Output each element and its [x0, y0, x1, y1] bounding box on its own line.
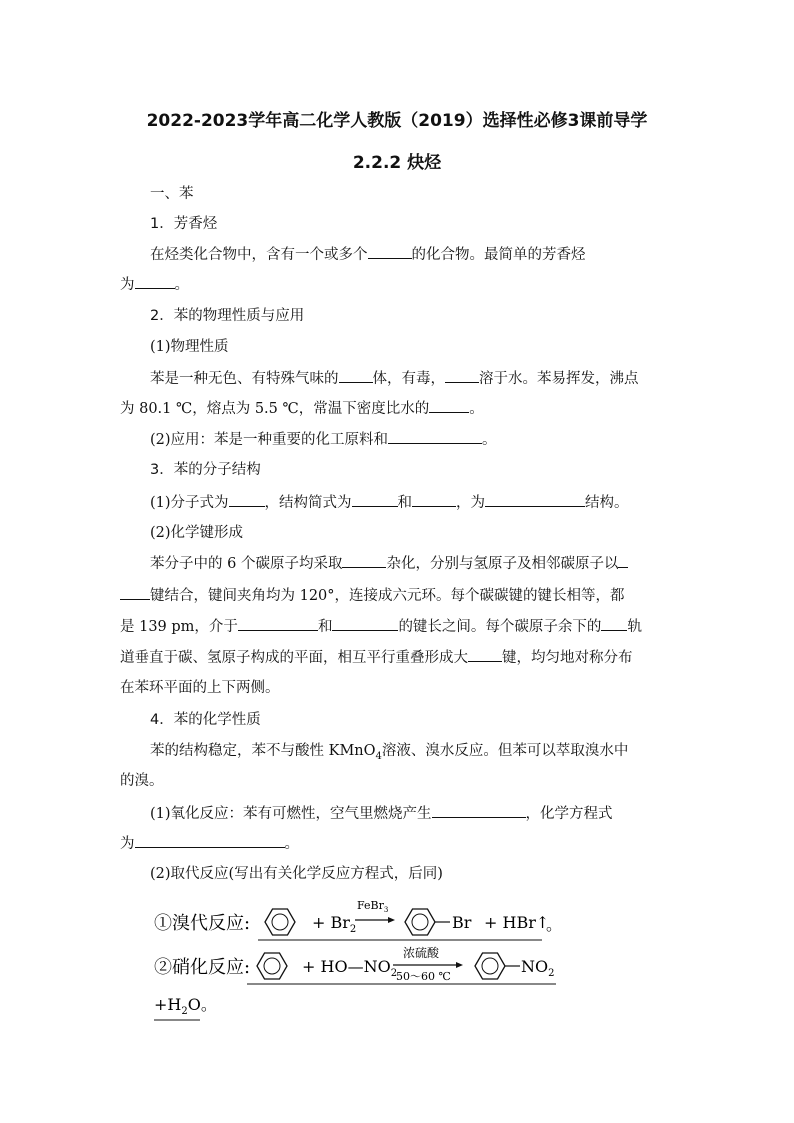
text-segment: (1)分子式为: [150, 495, 229, 511]
fill-blank: [120, 585, 150, 600]
text-segment: 。: [469, 401, 484, 417]
reaction1-reagent: + $Br_2$: [312, 913, 357, 935]
text-segment: 和: [397, 495, 413, 511]
benzene-ring-icon: [475, 953, 505, 979]
text-segment: 苯分子中的 6 个碳原子均采取: [150, 556, 343, 572]
reaction2-condition-bottom: 50～60 ℃: [396, 970, 451, 983]
reaction2-product: $NO_2$: [521, 957, 555, 979]
text-segment: 。: [174, 277, 189, 293]
paragraph-line: [150, 429, 676, 450]
fill-blank: [368, 244, 412, 259]
paragraph-line: [150, 741, 676, 767]
text-segment: 和: [317, 619, 333, 635]
text-segment: 结构。: [585, 495, 629, 511]
section-heading: 一、苯: [150, 186, 194, 202]
reaction2-reagent: + $HO—NO_2$: [302, 957, 398, 979]
paragraph-line: [150, 368, 676, 389]
reaction1-label: ①溴代反应:: [154, 913, 251, 934]
reaction2-label: ②硝化反应:: [154, 957, 251, 978]
paragraph-line: [120, 616, 676, 637]
benzene-ring-icon: [265, 909, 295, 935]
text-segment: 道垂直于碳、氢原子构成的平面，相互平行重叠形成大: [120, 650, 468, 666]
reaction2-condition-top: 浓硫酸: [403, 946, 440, 960]
fill-blank: [332, 616, 398, 631]
benzene-ring-icon: [257, 953, 287, 979]
fill-blank: [352, 492, 398, 507]
reaction1-product: Br: [452, 913, 472, 932]
text-segment: ，为: [456, 495, 486, 511]
text-segment: 为: [120, 277, 135, 293]
paragraph-line: [120, 274, 676, 295]
paragraph-line: [150, 803, 676, 824]
fill-blank: [432, 803, 526, 818]
text-segment: (1)氧化反应：苯有可燃性，空气里燃烧产生: [150, 806, 432, 822]
subscript: 4: [375, 750, 382, 762]
reaction1-byproduct: + HBr↑: [484, 913, 550, 932]
paragraph-line: [150, 553, 676, 574]
fill-blank: [618, 553, 628, 568]
part2-heading: 2．苯的物理性质与应用: [150, 308, 305, 324]
paragraph-line: [120, 398, 676, 419]
fill-blank: [601, 616, 627, 631]
fill-blank: [135, 274, 175, 289]
arrow-right-icon: [393, 962, 463, 968]
paragraph-line: [150, 244, 676, 265]
part3-heading: 3．苯的分子结构: [150, 462, 261, 478]
text-segment: 为: [120, 836, 135, 852]
document-subtitle: 2.2.2 炔烃: [352, 153, 442, 173]
fill-blank: [388, 429, 482, 444]
text-segment: 溶于水。苯易挥发，沸点: [479, 371, 639, 387]
fill-blank: [342, 553, 386, 568]
paragraph-line: [150, 492, 676, 513]
paragraph-line: 在苯环平面的上下两侧。: [120, 680, 280, 696]
text-segment: 的化合物。最简单的芳香烃: [411, 247, 586, 263]
text-segment: 体，有毒，: [372, 371, 445, 387]
document-title: 2022-2023学年高二化学人教版（2019）选择性必修3课前导学: [146, 111, 648, 131]
reaction2-tail: $+H_2O$。: [154, 995, 217, 1017]
text-segment: 为 80.1 ℃，熔点为 5.5 ℃，常温下密度比水的: [120, 401, 430, 417]
text-segment: 键结合，键间夹角均为 120°，连接成六元环。每个碳碳键的键长相等，都: [150, 588, 625, 604]
text-segment: 苯是一种无色、有特殊气味的: [150, 371, 339, 387]
text-segment: 在烃类化合物中，含有一个或多个: [150, 247, 368, 263]
part4-heading: 4．苯的化学性质: [150, 712, 261, 728]
text-segment: (2)应用：苯是一种重要的化工原料和: [150, 432, 389, 448]
text-segment: ，化学方程式: [525, 806, 613, 822]
text-segment: 溶液、溴水反应。但苯可以萃取溴水中: [381, 743, 629, 759]
fill-blank: [339, 368, 373, 383]
subheading: (2)化学键形成: [150, 525, 244, 541]
paragraph-line: [120, 585, 676, 606]
text-segment: 的键长之间。每个碳原子余下的: [398, 619, 602, 635]
fill-blank: [229, 492, 265, 507]
text-segment: 。: [482, 432, 497, 448]
fill-blank: [485, 492, 585, 507]
text-segment: 是 139 pm，介于: [120, 619, 238, 635]
reaction1-catalyst: FeBr$_3$: [357, 899, 389, 914]
fill-blank: [445, 368, 479, 383]
fill-blank: [412, 492, 456, 507]
reaction1-end: 。: [546, 915, 563, 934]
fill-blank: [468, 647, 502, 662]
paragraph-line: [120, 833, 676, 854]
paragraph-line: [120, 647, 676, 668]
fill-blank: [135, 833, 285, 848]
text-segment: 杂化，分别与氢原子及相邻碳原子以: [386, 556, 619, 572]
fill-blank: [238, 616, 318, 631]
subheading: (1)物理性质: [150, 339, 229, 355]
text-segment: ，结构简式为: [264, 495, 352, 511]
text-segment: 轨: [627, 619, 642, 635]
fill-blank: [429, 398, 469, 413]
text-segment: 苯的结构稳定，苯不与酸性 KMnO: [150, 743, 376, 759]
part1-heading: 1．芳香烃: [150, 216, 218, 232]
reaction-equations: [0, 895, 794, 1035]
text-segment: 键，均匀地对称分布: [502, 650, 633, 666]
subheading: (2)取代反应(写出有关化学反应方程式，后同): [150, 866, 443, 882]
paragraph-line: 的溴。: [120, 773, 164, 789]
text-segment: 。: [284, 836, 299, 852]
arrow-right-icon: [355, 917, 395, 923]
benzene-ring-icon: [405, 909, 435, 935]
